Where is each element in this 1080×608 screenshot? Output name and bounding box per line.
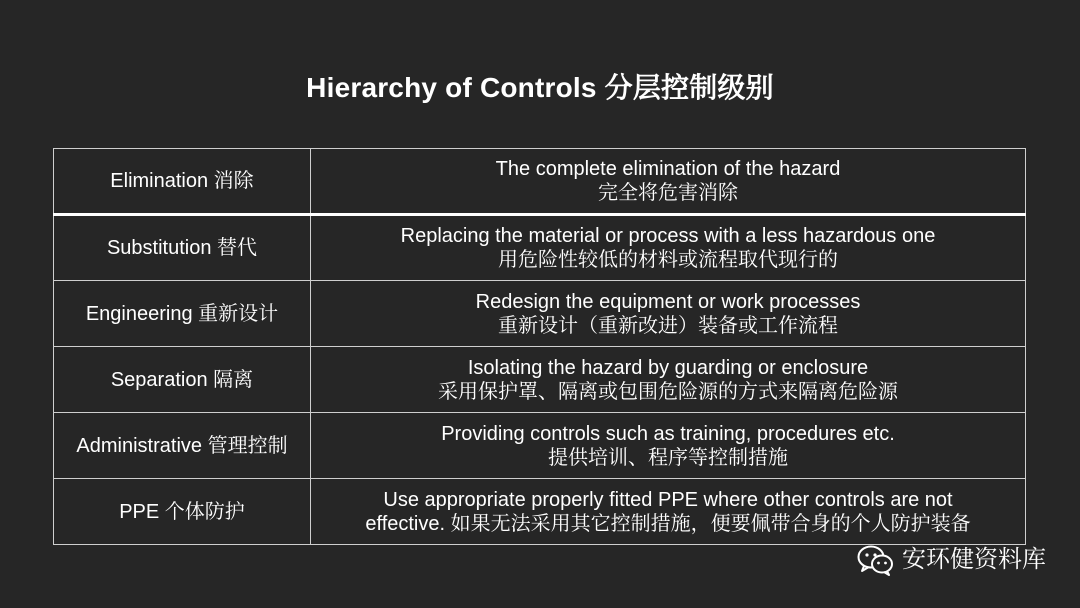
control-description-cell bbox=[311, 413, 1026, 479]
table-row bbox=[54, 347, 1026, 413]
control-description-en: Use appropriate properly fitted PPE where other controls are not bbox=[383, 488, 953, 511]
table-row bbox=[54, 281, 1026, 347]
hierarchy-controls-table bbox=[53, 148, 1026, 545]
control-description-cell bbox=[311, 479, 1026, 545]
control-name: PPE 个体防护 bbox=[119, 500, 245, 523]
table-row bbox=[54, 479, 1026, 545]
watermark-text: 安环健资料库 bbox=[902, 546, 1046, 573]
control-description-zh: 完全将危害消除 bbox=[598, 182, 738, 204]
control-name-cell bbox=[54, 347, 311, 413]
wechat-icon bbox=[856, 543, 894, 577]
control-description-cell bbox=[311, 215, 1026, 281]
control-description-en: The complete elimination of the hazard bbox=[495, 158, 841, 180]
control-description-zh: effective. 如果无法采用其它控制措施，便要佩带合身的个人防护装备 bbox=[365, 512, 971, 535]
control-description-zh: 用危险性较低的材料或流程取代现行的 bbox=[498, 249, 838, 271]
control-description-zh: 采用保护罩、隔离或包围危险源的方式来隔离危险源 bbox=[438, 380, 898, 403]
control-name: Engineering 重新设计 bbox=[85, 302, 279, 325]
control-name-cell bbox=[54, 479, 311, 545]
control-name: Administrative 管理控制 bbox=[76, 434, 288, 457]
table-row bbox=[54, 149, 1026, 215]
control-name: Substitution 替代 bbox=[106, 237, 258, 259]
control-name-cell bbox=[54, 413, 311, 479]
control-description-zh: 重新设计（重新改进）装备或工作流程 bbox=[498, 314, 838, 337]
control-description-zh: 提供培训、程序等控制措施 bbox=[548, 446, 788, 469]
control-description-en: Isolating the hazard by guarding or enclosure bbox=[467, 356, 869, 379]
page-title: Hierarchy of Controls 分层控制级别 bbox=[306, 72, 774, 103]
table-row bbox=[54, 413, 1026, 479]
control-description-en: Redesign the equipment or work processes bbox=[475, 290, 861, 313]
table-row bbox=[54, 215, 1026, 281]
control-description-cell bbox=[311, 281, 1026, 347]
control-description-cell bbox=[311, 347, 1026, 413]
control-name: Separation 隔离 bbox=[110, 368, 254, 391]
watermark bbox=[856, 543, 1046, 577]
control-description-en: Providing controls such as training, procedures etc. bbox=[441, 422, 895, 445]
control-name: Elimination 消除 bbox=[110, 170, 254, 192]
control-description-cell bbox=[311, 149, 1026, 215]
control-name-cell bbox=[54, 215, 311, 281]
control-name-cell bbox=[54, 281, 311, 347]
control-name-cell bbox=[54, 149, 311, 215]
control-description-en: Replacing the material or process with a less hazardous one bbox=[400, 225, 936, 247]
